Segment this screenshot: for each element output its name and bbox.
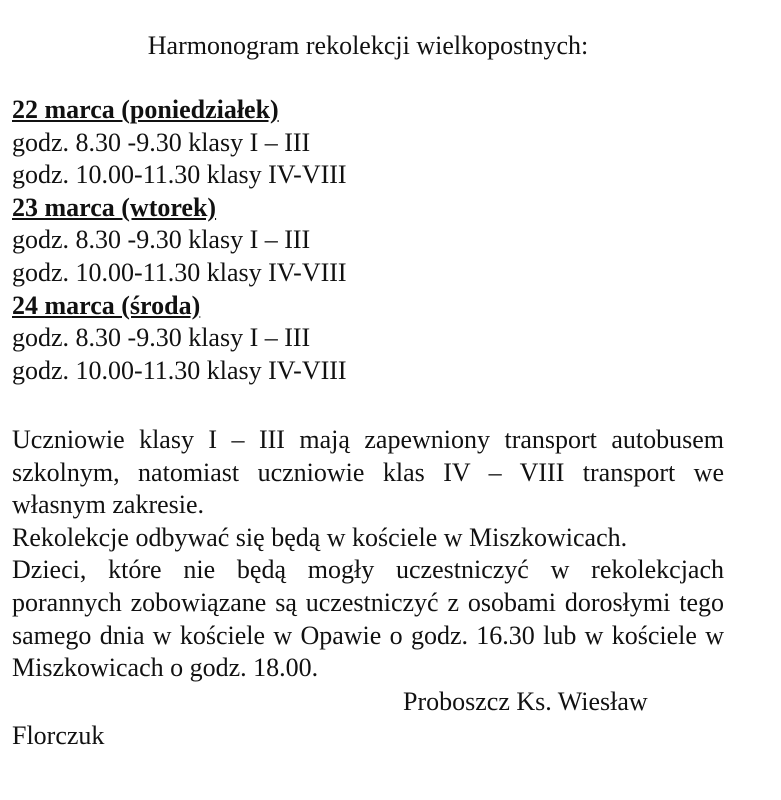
transport-note: Uczniowie klasy I – III mają zapewniony transport autobusem szkolnym, natomiast uczniowie klas IV – VIII transport we własnym zakresie. bbox=[12, 425, 724, 520]
schedule-slot: godz. 10.00-11.30 klasy IV-VIII bbox=[12, 160, 347, 190]
schedule-slot: godz. 10.00-11.30 klasy IV-VIII bbox=[12, 257, 347, 287]
schedule-day-heading: 24 marca (środa) bbox=[12, 290, 201, 320]
document-title: Harmonogram rekolekcji wielkopostnych: bbox=[147, 31, 589, 60]
schedule-slot: godz. 10.00-11.30 klasy IV-VIII bbox=[12, 355, 347, 385]
schedule-list bbox=[12, 94, 724, 387]
schedule-slot: godz. 8.30 -9.30 klasy I – III bbox=[12, 323, 311, 353]
notes-section bbox=[12, 424, 724, 685]
schedule-day-heading: 23 marca (wtorek) bbox=[12, 192, 217, 222]
signature-line-1: Proboszcz Ks. Wiesław bbox=[403, 687, 648, 716]
absence-note: Dzieci, które nie będą mogły uczestniczyć w rekolekcjach porannych zobowiązane są uczestniczyć z osobami dorosłymi tego samego dnia w kościele w Opawie o godz. 16.30 lub w kościele w Miszkowicach o godz. 18.00. bbox=[12, 555, 724, 683]
schedule-slot: godz. 8.30 -9.30 klasy I – III bbox=[12, 127, 311, 157]
schedule-day-1 bbox=[12, 94, 724, 192]
schedule-day-heading: 22 marca (poniedziałek) bbox=[12, 95, 279, 124]
location-note: Rekolekcje odbywać się będą w kościele w Miszkowicach. bbox=[12, 522, 628, 552]
signature-line-2: Florczuk bbox=[12, 721, 105, 750]
schedule-day-3 bbox=[12, 290, 724, 388]
schedule-slot: godz. 8.30 -9.30 klasy I – III bbox=[12, 225, 311, 255]
schedule-day-2 bbox=[12, 192, 724, 290]
